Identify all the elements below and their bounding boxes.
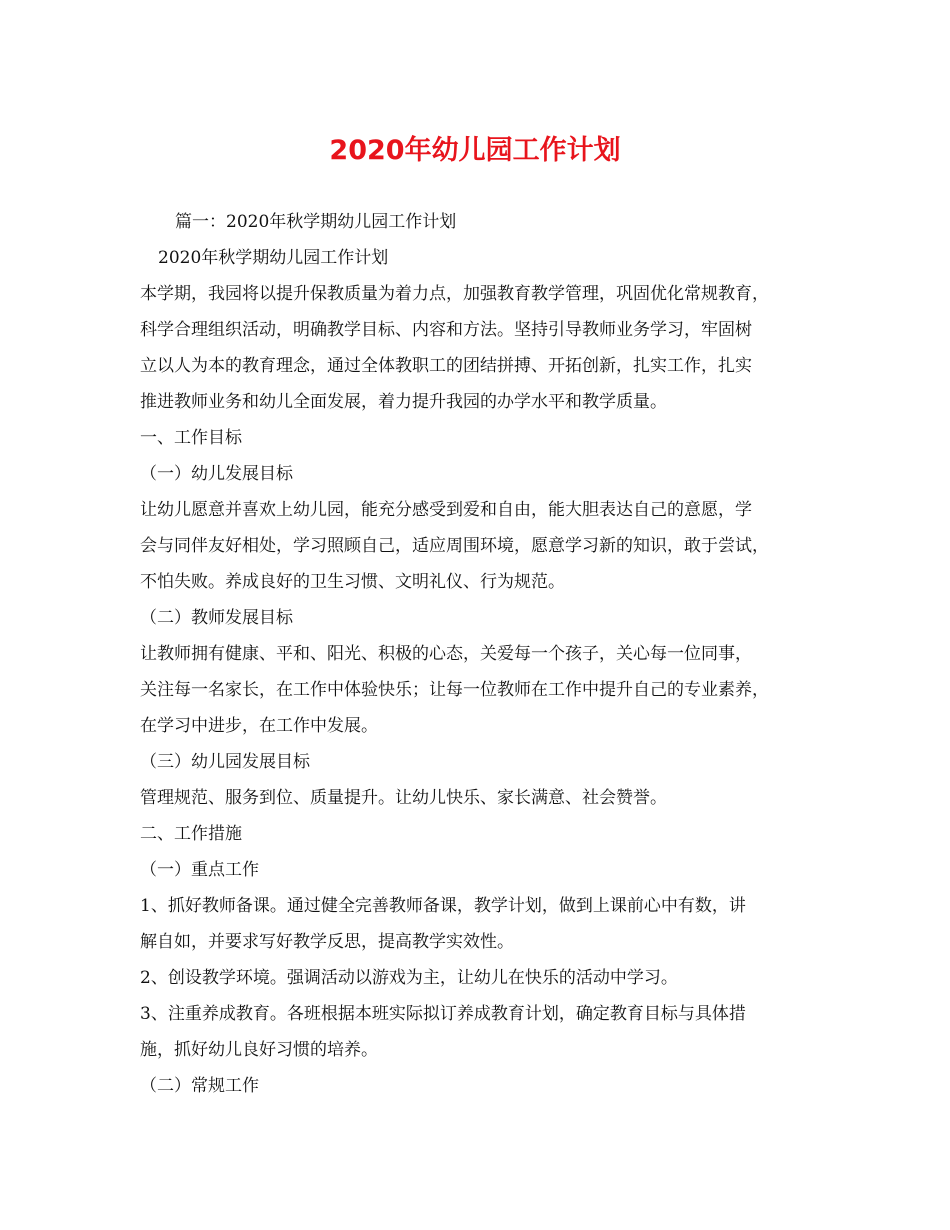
document-title: 2020年幼儿园工作计划 bbox=[329, 135, 621, 166]
paragraph-line: 本学期，我园将以提升保教质量为着力点，加强教育教学管理，巩固优化常规教育， bbox=[140, 284, 769, 304]
paragraph-line: 不怕失败。养成良好的卫生习惯、文明礼仪、行为规范。 bbox=[140, 572, 565, 592]
heading-line: 一、工作目标 bbox=[140, 428, 242, 448]
subheading-line: （二）教师发展目标 bbox=[140, 608, 293, 628]
paragraph-line: 施，抓好幼儿良好习惯的培养。 bbox=[140, 1040, 378, 1060]
subtitle-line: 2020年秋学期幼儿园工作计划 bbox=[158, 248, 389, 268]
paragraph-line: 让幼儿愿意并喜欢上幼儿园，能充分感受到爱和自由，能大胆表达自己的意愿，学 bbox=[140, 500, 752, 520]
paragraph-line: 会与同伴友好相处，学习照顾自己，适应周围环境，愿意学习新的知识，敢于尝试， bbox=[140, 536, 769, 556]
paragraph-line: 科学合理组织活动，明确教学目标、内容和方法。坚持引导教师业务学习，牢固树 bbox=[140, 320, 752, 340]
paragraph-line: 立以人为本的教育理念，通过全体教职工的团结拼搏、开拓创新，扎实工作，扎实 bbox=[140, 356, 752, 376]
subheading-line: （一）重点工作 bbox=[140, 860, 259, 880]
paragraph-line: 管理规范、服务到位、质量提升。让幼儿快乐、家长满意、社会赞誉。 bbox=[140, 788, 667, 808]
document-body bbox=[140, 204, 830, 1104]
subheading-line: （一）幼儿发展目标 bbox=[140, 464, 293, 484]
subheading-line: （二）常规工作 bbox=[140, 1076, 259, 1096]
paragraph-line: 让教师拥有健康、平和、阳光、积极的心态，关爱每一个孩子，关心每一位同事， bbox=[140, 644, 752, 664]
section-heading: 篇一：2020年秋学期幼儿园工作计划 bbox=[175, 212, 457, 232]
heading-line: 二、工作措施 bbox=[140, 824, 242, 844]
paragraph-line: 1、抓好教师备课。通过健全完善教师备课，教学计划，做到上课前心中有数，讲 bbox=[140, 896, 746, 916]
paragraph-line: 2、创设教学环境。强调活动以游戏为主，让幼儿在快乐的活动中学习。 bbox=[140, 968, 678, 988]
paragraph-line: 解自如，并要求写好教学反思，提高教学实效性。 bbox=[140, 932, 514, 952]
paragraph-line: 推进教师业务和幼儿全面发展，着力提升我园的办学水平和教学质量。 bbox=[140, 392, 667, 412]
paragraph-line: 3、注重养成教育。各班根据本班实际拟订养成教育计划，确定教育目标与具体措 bbox=[140, 1004, 746, 1024]
paragraph-line: 关注每一名家长，在工作中体验快乐；让每一位教师在工作中提升自己的专业素养， bbox=[140, 680, 769, 700]
subheading-line: （三）幼儿园发展目标 bbox=[140, 752, 310, 772]
paragraph-line: 在学习中进步，在工作中发展。 bbox=[140, 716, 378, 736]
